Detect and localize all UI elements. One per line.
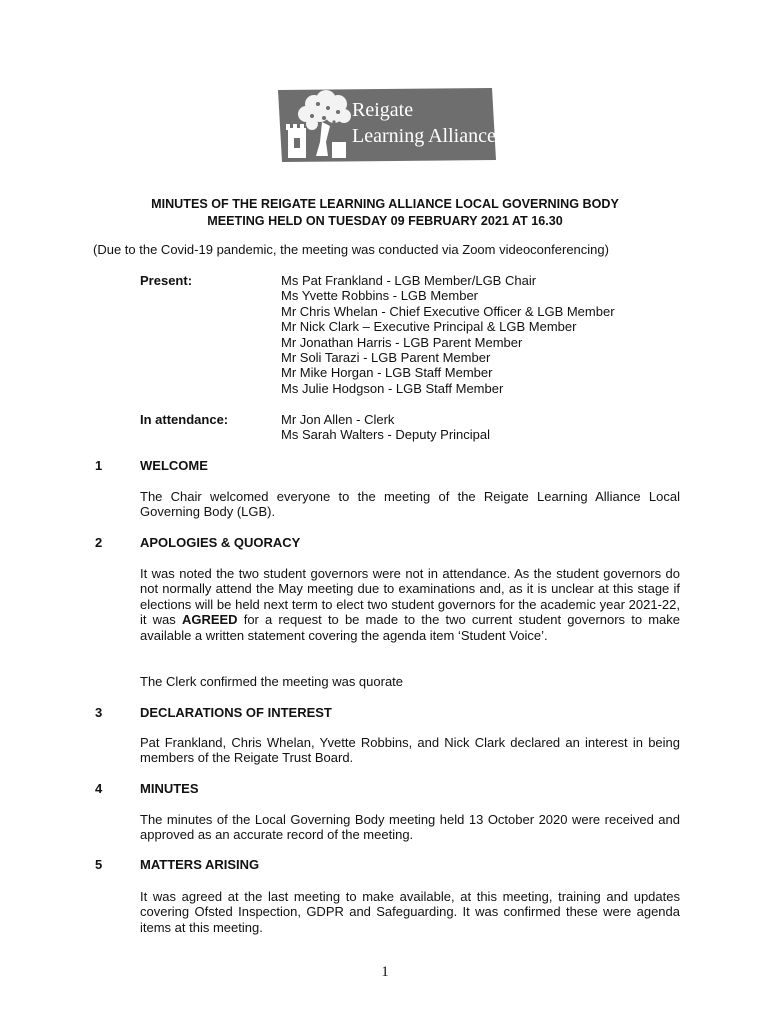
attendee: Ms Sarah Walters - Deputy Principal — [281, 427, 491, 443]
reigate-learning-alliance-logo — [268, 82, 500, 166]
section-number-3: 3 — [95, 705, 103, 720]
section-heading-welcome: WELCOME — [140, 458, 208, 473]
section-heading-declarations: DECLARATIONS OF INTEREST — [140, 705, 332, 720]
section-number-5: 5 — [95, 857, 103, 872]
apologies-text-end: for a request to be made to the two current student governors to make available a written statement covering the agenda item ‘Student Voice’. — [140, 612, 680, 643]
logo-text-line1: Reigate — [352, 99, 414, 121]
logo-text-line2: Learning Alliance — [352, 125, 496, 147]
section-number-4: 4 — [95, 781, 103, 796]
intro-note: (Due to the Covid-19 pandemic, the meeting was conducted via Zoom videoconferencing) — [93, 242, 609, 257]
present-member: Mr Chris Whelan - Chief Executive Officer & LGB Member — [281, 303, 615, 319]
title-line-1: MINUTES OF THE REIGATE LEARNING ALLIANCE LOCAL GOVERNING BODY — [151, 197, 619, 211]
declarations-paragraph: Pat Frankland, Chris Whelan, Yvette Robbins, and Nick Clark declared an interest in being members of the Reigate Trust Board. — [140, 735, 680, 766]
present-member: Mr Mike Horgan - LGB Staff Member — [281, 365, 493, 381]
minutes-paragraph: The minutes of the Local Governing Body meeting held 13 October 2020 were received and approved as an accurate record of the meeting. — [140, 812, 680, 843]
attendance-label: In attendance: — [140, 412, 229, 427]
section-heading-apologies: APOLOGIES & QUORACY — [140, 535, 301, 550]
apologies-text-start: It was noted the two student governors were not in attendance. As the student governors do not normally attend the May meeting due to examinations and, as it is unclear at this stage if elections will be held next term to elect two student governors for the academic year 2021-22, it was — [140, 566, 680, 628]
present-member: Mr Soli Tarazi - LGB Parent Member — [281, 350, 491, 366]
present-member: Ms Julie Hodgson - LGB Staff Member — [281, 380, 504, 396]
section-heading-matters-arising: MATTERS ARISING — [140, 857, 260, 872]
section-number-2: 2 — [95, 535, 103, 550]
page-number: 1 — [381, 964, 389, 980]
quorate-paragraph: The Clerk confirmed the meeting was quorate — [140, 674, 404, 689]
apologies-paragraph — [140, 566, 680, 643]
section-heading-minutes: MINUTES — [140, 781, 199, 796]
present-list — [281, 273, 615, 396]
attendee: Mr Jon Allen - Clerk — [281, 412, 395, 427]
present-member: Mr Jonathan Harris - LGB Parent Member — [281, 334, 523, 350]
matters-arising-paragraph: It was agreed at the last meeting to make available, at this meeting, training and updates covering Ofsted Inspection, GDPR and Safeguarding. It was confirmed these were agenda items at this meeting. — [140, 889, 680, 935]
section-number-1: 1 — [95, 458, 103, 473]
attendance-list — [281, 412, 490, 443]
present-member: Mr Nick Clark – Executive Principal & LGB Member — [281, 319, 577, 335]
title-line-2: MEETING HELD ON TUESDAY 09 FEBRUARY 2021 AT 16.30 — [207, 214, 563, 228]
welcome-paragraph: The Chair welcomed everyone to the meeting of the Reigate Learning Alliance Local Governing Body (LGB). — [140, 489, 680, 520]
present-member: Ms Pat Frankland - LGB Member/LGB Chair — [281, 273, 537, 288]
present-label: Present: — [140, 273, 193, 288]
logo-graphic — [268, 82, 500, 166]
agreed-emphasis: AGREED — [181, 612, 238, 628]
present-member: Ms Yvette Robbins - LGB Member — [281, 288, 479, 304]
minutes-title — [0, 196, 770, 230]
